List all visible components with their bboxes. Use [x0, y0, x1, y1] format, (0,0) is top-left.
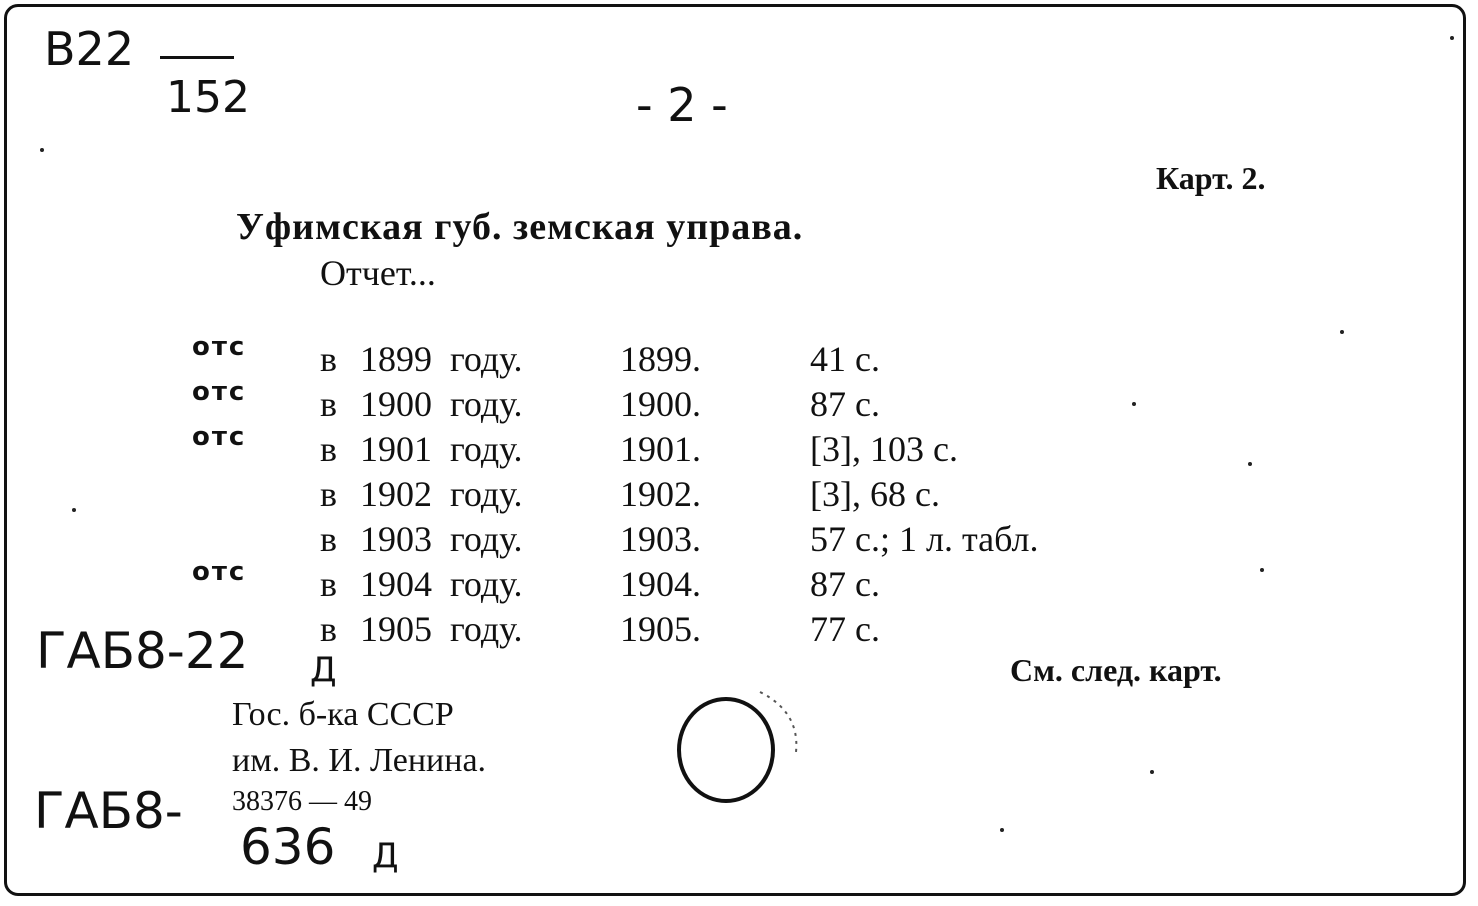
entry-prefix: в	[320, 564, 337, 604]
entry-word: году.	[450, 429, 523, 469]
entry-row	[0, 473, 1478, 517]
title: Отчет...	[320, 253, 436, 293]
entry-pages: [3], 103 с.	[810, 429, 958, 469]
entry-prefix: в	[320, 474, 337, 514]
scan-speck	[1450, 36, 1454, 40]
entry-row	[0, 377, 1478, 427]
entry-word: году.	[450, 474, 523, 514]
entry-pages: [3], 68 с.	[810, 474, 940, 514]
entry-row	[0, 557, 1478, 607]
holding-mark: отс	[192, 557, 247, 587]
card-number: Карт. 2.	[1156, 160, 1266, 196]
entry-year: 1902	[360, 474, 432, 514]
shelf-mark-bottom: 152	[166, 72, 250, 123]
entry-year: 1903	[360, 519, 432, 559]
entry-row	[0, 332, 1478, 382]
library-line-2: им. В. И. Ленина.	[232, 742, 487, 779]
holding-mark: отс	[192, 422, 247, 452]
scan-speck	[1260, 568, 1264, 572]
entry-pub-year: 1899.	[620, 339, 701, 379]
scan-speck	[40, 148, 44, 152]
entry-prefix: в	[320, 429, 337, 469]
entry-pages: 77 с.	[810, 609, 880, 649]
entry-year: 1900	[360, 384, 432, 424]
entry-row	[0, 518, 1478, 562]
entry-word: году.	[450, 519, 523, 559]
entry-pages: 87 с.	[810, 384, 880, 424]
handwritten-code-2-number: 636	[240, 818, 336, 876]
scan-speck	[1248, 462, 1252, 466]
entry-word: году.	[450, 564, 523, 604]
scan-speck	[1000, 828, 1004, 832]
entry-pub-year: 1905.	[620, 609, 701, 649]
entry-pub-year: 1901.	[620, 429, 701, 469]
entry-pub-year: 1903.	[620, 519, 701, 559]
entry-pages: 41 с.	[810, 339, 880, 379]
entry-year: 1905	[360, 609, 432, 649]
print-run: 38376 — 49	[232, 786, 372, 817]
page-number: - 2 -	[636, 78, 728, 132]
entry-year: 1899	[360, 339, 432, 379]
entry-prefix: в	[320, 609, 337, 649]
shelf-mark-top: В22	[44, 22, 135, 76]
handwritten-code-2-suffix: Д	[372, 836, 399, 876]
entry-prefix: в	[320, 384, 337, 424]
scan-speck	[1340, 330, 1344, 334]
library-line-1: Гос. б-ка СССР	[232, 696, 454, 733]
entry-row	[0, 422, 1478, 472]
handwritten-code-1: ГАБ8-22	[36, 622, 249, 680]
scan-speck	[72, 508, 76, 512]
entry-word: году.	[450, 384, 523, 424]
entry-year: 1904	[360, 564, 432, 604]
entry-word: году.	[450, 339, 523, 379]
scan-speck	[1132, 402, 1136, 406]
entry-pages: 57 с.; 1 л. табл.	[810, 519, 1039, 559]
see-next-card: См. след. карт.	[1010, 652, 1222, 688]
scan-speck	[1150, 770, 1154, 774]
entry-pub-year: 1902.	[620, 474, 701, 514]
entry-pub-year: 1900.	[620, 384, 701, 424]
entry-pages: 87 с.	[810, 564, 880, 604]
holding-mark: отс	[192, 377, 247, 407]
entry-prefix: в	[320, 339, 337, 379]
entry-year: 1901	[360, 429, 432, 469]
handwritten-code-2-prefix: ГАБ8-	[34, 782, 183, 840]
entry-word: году.	[450, 609, 523, 649]
handwritten-code-1-suffix: Д	[310, 650, 337, 690]
author-heading: Уфимская губ. земская управа.	[236, 206, 804, 248]
entry-prefix: в	[320, 519, 337, 559]
punch-hole-icon	[660, 672, 820, 822]
holding-mark: отс	[192, 332, 247, 362]
entry-pub-year: 1904.	[620, 564, 701, 604]
